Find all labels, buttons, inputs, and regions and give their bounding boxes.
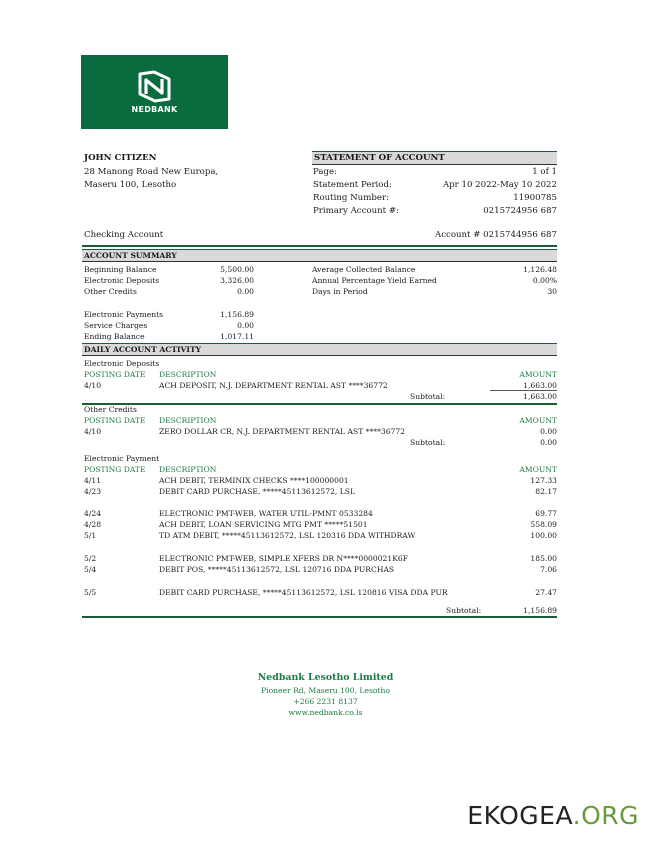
subtotal-amount: 1,663.00 bbox=[523, 392, 557, 401]
field-label: Page: bbox=[313, 167, 338, 177]
summary-value: 1,156.89 bbox=[220, 310, 254, 319]
field-label: Routing Number: bbox=[313, 193, 389, 203]
statement-fields bbox=[313, 166, 557, 218]
watermark-part2: .ORG bbox=[572, 801, 639, 830]
field-value: 11900785 bbox=[513, 193, 557, 203]
nedbank-n-icon bbox=[136, 70, 173, 103]
summary-value: 0.00 bbox=[237, 287, 254, 296]
customer-address-2: Maseru 100, Lesotho bbox=[84, 180, 177, 190]
row-description: ELECTRONIC PMT-WEB, SIMPLE XFERS DR N****0000021K6F bbox=[159, 554, 408, 563]
summary-value: 3,326.00 bbox=[220, 276, 254, 285]
statement-field-period bbox=[313, 179, 557, 192]
header-description: DESCRIPTION bbox=[159, 465, 217, 474]
footer-address: Pioneer Rd, Maseru 100, Lesotho bbox=[261, 686, 390, 695]
header-posting-date: POSTING DATE bbox=[84, 465, 146, 474]
account-divider bbox=[82, 245, 557, 247]
ekogea-watermark bbox=[467, 801, 639, 830]
row-description: TD ATM DEBIT, *****45113612572, LSL 120316 DDA WITHDRAW bbox=[159, 531, 416, 540]
field-value: Apr 10 2022-May 10 2022 bbox=[442, 180, 557, 190]
statement-divider bbox=[312, 164, 557, 165]
deposits-header-row bbox=[84, 369, 557, 380]
account-number: Account # 0215744956 687 bbox=[434, 230, 557, 240]
row-date: 5/4 bbox=[84, 565, 97, 574]
summary-value: 0.00% bbox=[532, 276, 557, 285]
summary-left bbox=[84, 264, 254, 297]
activity-divider bbox=[82, 355, 557, 356]
row-amount: 7.06 bbox=[540, 565, 557, 574]
customer-name: JOHN CITIZEN bbox=[84, 153, 157, 163]
header-posting-date: POSTING DATE bbox=[84, 370, 146, 379]
summary-row bbox=[84, 264, 254, 275]
summary-row bbox=[84, 286, 254, 297]
logo-wordmark: NEDBANK bbox=[131, 105, 178, 114]
row-amount: 558.09 bbox=[530, 520, 557, 529]
row-description: ZERO DOLLAR CR, N.J. DEPARTMENT RENTAL AST ****36772 bbox=[159, 427, 406, 436]
credits-header-row bbox=[84, 415, 557, 426]
summary-label: Beginning Balance bbox=[84, 265, 157, 274]
row-amount: 100.00 bbox=[530, 531, 557, 540]
row-date: 4/24 bbox=[84, 509, 102, 518]
account-type: Checking Account bbox=[84, 230, 164, 240]
row-amount: 127.33 bbox=[530, 476, 557, 485]
account-summary-title: ACCOUNT SUMMARY bbox=[84, 251, 177, 260]
footer-company: Nedbank Lesotho Limited bbox=[257, 672, 394, 683]
row-date: 5/1 bbox=[84, 531, 97, 540]
row-amount: 1,663.00 bbox=[523, 381, 557, 390]
summary-value: 1,017.11 bbox=[220, 332, 254, 341]
row-amount: 0.00 bbox=[540, 427, 557, 436]
summary-label: Other Credits bbox=[84, 287, 137, 296]
summary-row bbox=[84, 320, 254, 331]
row-date: 5/5 bbox=[84, 588, 97, 597]
row-amount: 27.47 bbox=[535, 588, 557, 597]
header-amount: AMOUNT bbox=[519, 465, 557, 474]
payments-header-row bbox=[84, 464, 557, 475]
summary-row bbox=[312, 264, 557, 275]
summary-label: Ending Balance bbox=[84, 332, 145, 341]
summary-label: Electronic Payments bbox=[84, 310, 164, 319]
subtotal-label: Subtotal: bbox=[446, 606, 482, 615]
statement-field-account bbox=[313, 205, 557, 218]
row-description: DEBIT POS, *****45113612572, LSL 120716 DDA PURCHAS bbox=[159, 565, 395, 574]
summary-value: 5,500.00 bbox=[220, 265, 254, 274]
daily-activity-title: DAILY ACCOUNT ACTIVITY bbox=[84, 345, 202, 354]
summary-row bbox=[312, 275, 557, 286]
header-description: DESCRIPTION bbox=[159, 416, 217, 425]
table-row bbox=[84, 587, 557, 598]
table-row bbox=[84, 486, 557, 497]
credits-section-title: Other Credits bbox=[84, 405, 137, 414]
row-date: 4/10 bbox=[84, 427, 102, 436]
customer-address-1: 28 Manong Road New Europa, bbox=[84, 167, 219, 177]
field-value: 0215724956 687 bbox=[483, 206, 557, 216]
table-row bbox=[84, 530, 557, 541]
payments-section-title: Electronic Payment bbox=[84, 454, 160, 463]
row-date: 4/10 bbox=[84, 381, 102, 390]
header-amount: AMOUNT bbox=[519, 370, 557, 379]
summary-value: 1,126.48 bbox=[523, 265, 557, 274]
table-row bbox=[84, 508, 557, 519]
table-row bbox=[84, 553, 557, 564]
statement-title: STATEMENT OF ACCOUNT bbox=[314, 153, 445, 163]
row-description: DEBIT CARD PURCHASE, *****45113612572, LSL bbox=[159, 487, 356, 496]
field-label: Statement Period: bbox=[313, 180, 392, 190]
summary-label: Electronic Deposits bbox=[84, 276, 160, 285]
summary-divider bbox=[82, 261, 557, 262]
summary-label: Average Collected Balance bbox=[312, 265, 416, 274]
summary-value: 30 bbox=[547, 287, 557, 296]
row-date: 4/11 bbox=[84, 476, 102, 485]
bank-logo bbox=[81, 55, 228, 129]
section-divider bbox=[82, 403, 557, 405]
statement-field-page bbox=[313, 166, 557, 179]
header-posting-date: POSTING DATE bbox=[84, 416, 146, 425]
row-date: 5/2 bbox=[84, 554, 97, 563]
table-row bbox=[84, 380, 557, 391]
subtotal-amount: 1,156.89 bbox=[523, 606, 557, 615]
row-date: 4/23 bbox=[84, 487, 102, 496]
table-row bbox=[84, 426, 557, 437]
payments-subtotal-row bbox=[84, 605, 557, 616]
footer-website: www.nedbank.co.ls bbox=[288, 708, 363, 717]
field-label: Primary Account #: bbox=[313, 206, 399, 216]
summary-label: Annual Percentage Yield Earned bbox=[312, 276, 437, 285]
row-description: ACH DEPOSIT, N.J. DEPARTMENT RENTAL AST ****36772 bbox=[159, 381, 388, 390]
row-description: ELECTRONIC PMT-WEB, WATER UTIL-PMNT 0533284 bbox=[159, 509, 373, 518]
row-description: ACH DEBIT, LOAN SERVICING MTG PMT *****51501 bbox=[159, 520, 368, 529]
watermark-part1: EKOGEA bbox=[467, 801, 573, 830]
credits-subtotal-row bbox=[84, 437, 557, 448]
table-row bbox=[84, 475, 557, 486]
row-description: DEBIT CARD PURCHASE, *****45113612572, LSL 120816 VISA DDA PUR bbox=[159, 588, 448, 597]
table-row bbox=[84, 519, 557, 530]
summary-row bbox=[312, 286, 557, 297]
deposits-section-title: Electronic Deposits bbox=[84, 359, 160, 368]
subtotal-amount: 0.00 bbox=[540, 438, 557, 447]
statement-field-routing bbox=[313, 192, 557, 205]
row-amount: 82.17 bbox=[535, 487, 557, 496]
header-description: DESCRIPTION bbox=[159, 370, 217, 379]
row-amount: 185.00 bbox=[530, 554, 557, 563]
subtotal-label: Subtotal: bbox=[410, 392, 446, 401]
statement-title-bar bbox=[312, 151, 557, 165]
row-description: ACH DEBIT, TERMINIX CHECKS ****100000001 bbox=[159, 476, 349, 485]
summary-left-2 bbox=[84, 309, 254, 342]
summary-label: Days in Period bbox=[312, 287, 368, 296]
summary-row bbox=[84, 331, 254, 342]
summary-row bbox=[84, 275, 254, 286]
summary-row bbox=[84, 309, 254, 320]
summary-right bbox=[312, 264, 557, 297]
summary-value: 0.00 bbox=[237, 321, 254, 330]
subtotal-label: Subtotal: bbox=[410, 438, 446, 447]
field-value: 1 of 1 bbox=[532, 167, 557, 177]
footer-phone: +266 2231 8137 bbox=[293, 697, 358, 706]
row-date: 4/28 bbox=[84, 520, 102, 529]
deposits-subtotal-row bbox=[84, 391, 557, 402]
activity-end-divider bbox=[82, 616, 557, 618]
summary-label: Service Charges bbox=[84, 321, 148, 330]
table-row bbox=[84, 564, 557, 575]
header-amount: AMOUNT bbox=[519, 416, 557, 425]
row-amount: 69.77 bbox=[535, 509, 557, 518]
